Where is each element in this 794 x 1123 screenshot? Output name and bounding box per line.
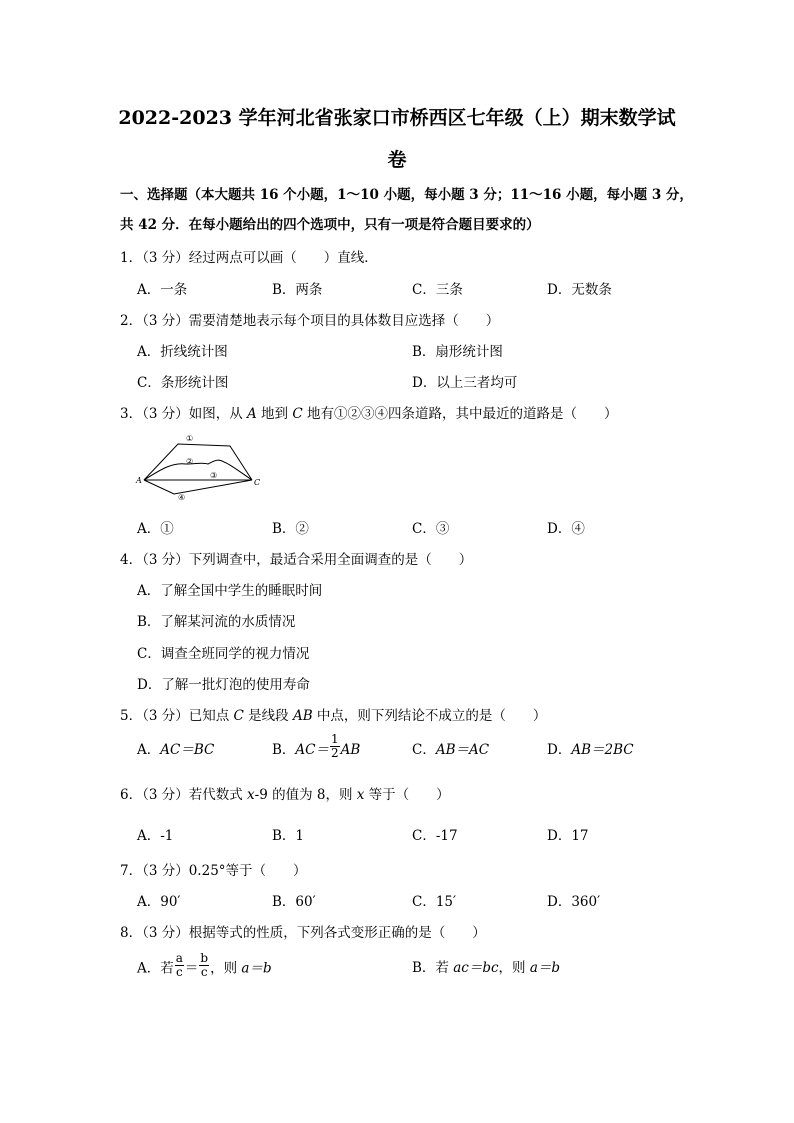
q4-option-a[interactable]: A．了解全国中学生的睡眠时间: [137, 583, 323, 599]
q7-option-d[interactable]: D．360′: [547, 894, 601, 910]
title-line-2: 卷: [387, 149, 407, 171]
q4-option-d[interactable]: D．了解一批灯泡的使用寿命: [137, 677, 310, 693]
q2-option-c[interactable]: C．条形统计图: [137, 375, 229, 391]
q5-stem: 5．（3 分）已知点 C 是线段 AB 中点，则下列结论不成立的是（ ）: [120, 708, 547, 724]
q1-option-b[interactable]: B．两条: [272, 282, 323, 298]
q2-stem: 2．（3 分）需要清楚地表示每个项目的具体数目应选择（ ）: [120, 313, 500, 329]
q7-stem: 7．（3 分）0.25°等于（ ）: [120, 863, 307, 879]
label-c: C: [254, 478, 261, 487]
q2-option-d[interactable]: D．以上三者均可: [412, 375, 518, 391]
section-1-heading: 一、选择题（本大题共 16 个小题，1～10 小题，每小题 3 分；11～16 小题，每小题 3 分，: [120, 187, 693, 203]
road-diagram: [132, 428, 266, 504]
q8-stem: 8．（3 分）根据等式的性质，下列各式变形正确的是（ ）: [120, 925, 486, 941]
one-half-fraction: $\frac{1}{2}$: [331, 731, 339, 760]
q3-option-c[interactable]: C．③: [412, 521, 450, 537]
q6-option-d[interactable]: D．17: [547, 828, 589, 844]
q5-option-c[interactable]: C．AB＝AC: [412, 742, 490, 758]
q7-option-b[interactable]: B．60′: [272, 894, 316, 910]
route-1-label: ①: [186, 434, 194, 443]
q3-stem: 3．（3 分）如图，从 A 地到 C 地有①②③④四条道路，其中最近的道路是（ ）: [120, 406, 618, 422]
q1-option-d[interactable]: D．无数条: [547, 282, 612, 298]
title-line-1: 2022-2023 学年河北省张家口市桥西区七年级（上）期末数学试: [118, 107, 676, 129]
q5-option-b[interactable]: B．AC＝ $\frac{1}{2}$ AB: [272, 731, 361, 760]
q5-option-a[interactable]: A．AC＝BC: [137, 742, 215, 758]
q6-option-c[interactable]: C．-17: [412, 828, 458, 844]
q8-option-b[interactable]: B．若 ac＝bc，则 a＝b: [412, 960, 561, 976]
q1-option-a[interactable]: A．一条: [137, 282, 188, 298]
q3-option-b[interactable]: B．②: [272, 521, 309, 537]
q1-stem: 1．（3 分）经过两点可以画（ ）直线．: [120, 250, 378, 266]
label-a: A: [136, 476, 142, 485]
route-3-label: ③: [210, 471, 218, 480]
road-4: [144, 480, 252, 494]
q6-option-a[interactable]: A．-1: [137, 828, 174, 844]
b-over-c-fraction: $\frac{b}{c}$: [200, 951, 209, 979]
q7-option-c[interactable]: C．15′: [412, 894, 457, 910]
road-1: [144, 444, 252, 480]
q6-stem: 6．（3 分）若代数式 x-9 的值为 8，则 x 等于（ ）: [120, 787, 450, 803]
route-2-label: ②: [186, 457, 194, 466]
q3-option-d[interactable]: D．④: [547, 521, 585, 537]
q2-option-a[interactable]: A．折线统计图: [137, 344, 228, 360]
q4-stem: 4．（3 分）下列调查中，最适合采用全面调查的是（ ）: [120, 552, 473, 568]
q4-option-b[interactable]: B．了解某河流的水质情况: [137, 614, 296, 630]
q1-option-c[interactable]: C．三条: [412, 282, 463, 298]
q2-option-b[interactable]: B．扇形统计图: [412, 344, 503, 360]
route-4-label: ④: [178, 493, 186, 502]
a-over-c-fraction: $\frac{a}{c}$: [175, 951, 183, 979]
q7-option-a[interactable]: A．90′: [137, 894, 181, 910]
q8-option-a[interactable]: A．若 $\frac{a}{c}$ ＝ $\frac{b}{c}$ ，则 a＝b: [137, 951, 272, 979]
q6-option-b[interactable]: B．1: [272, 828, 305, 844]
q3-option-a[interactable]: A．①: [137, 521, 174, 537]
q4-option-c[interactable]: C．调查全班同学的视力情况: [137, 646, 310, 662]
q5-option-d[interactable]: D．AB＝2BC: [547, 742, 634, 758]
section-1-heading-cont: 共 42 分．在每小题给出的四个选项中，只有一项是符合题目要求的）: [120, 217, 540, 233]
